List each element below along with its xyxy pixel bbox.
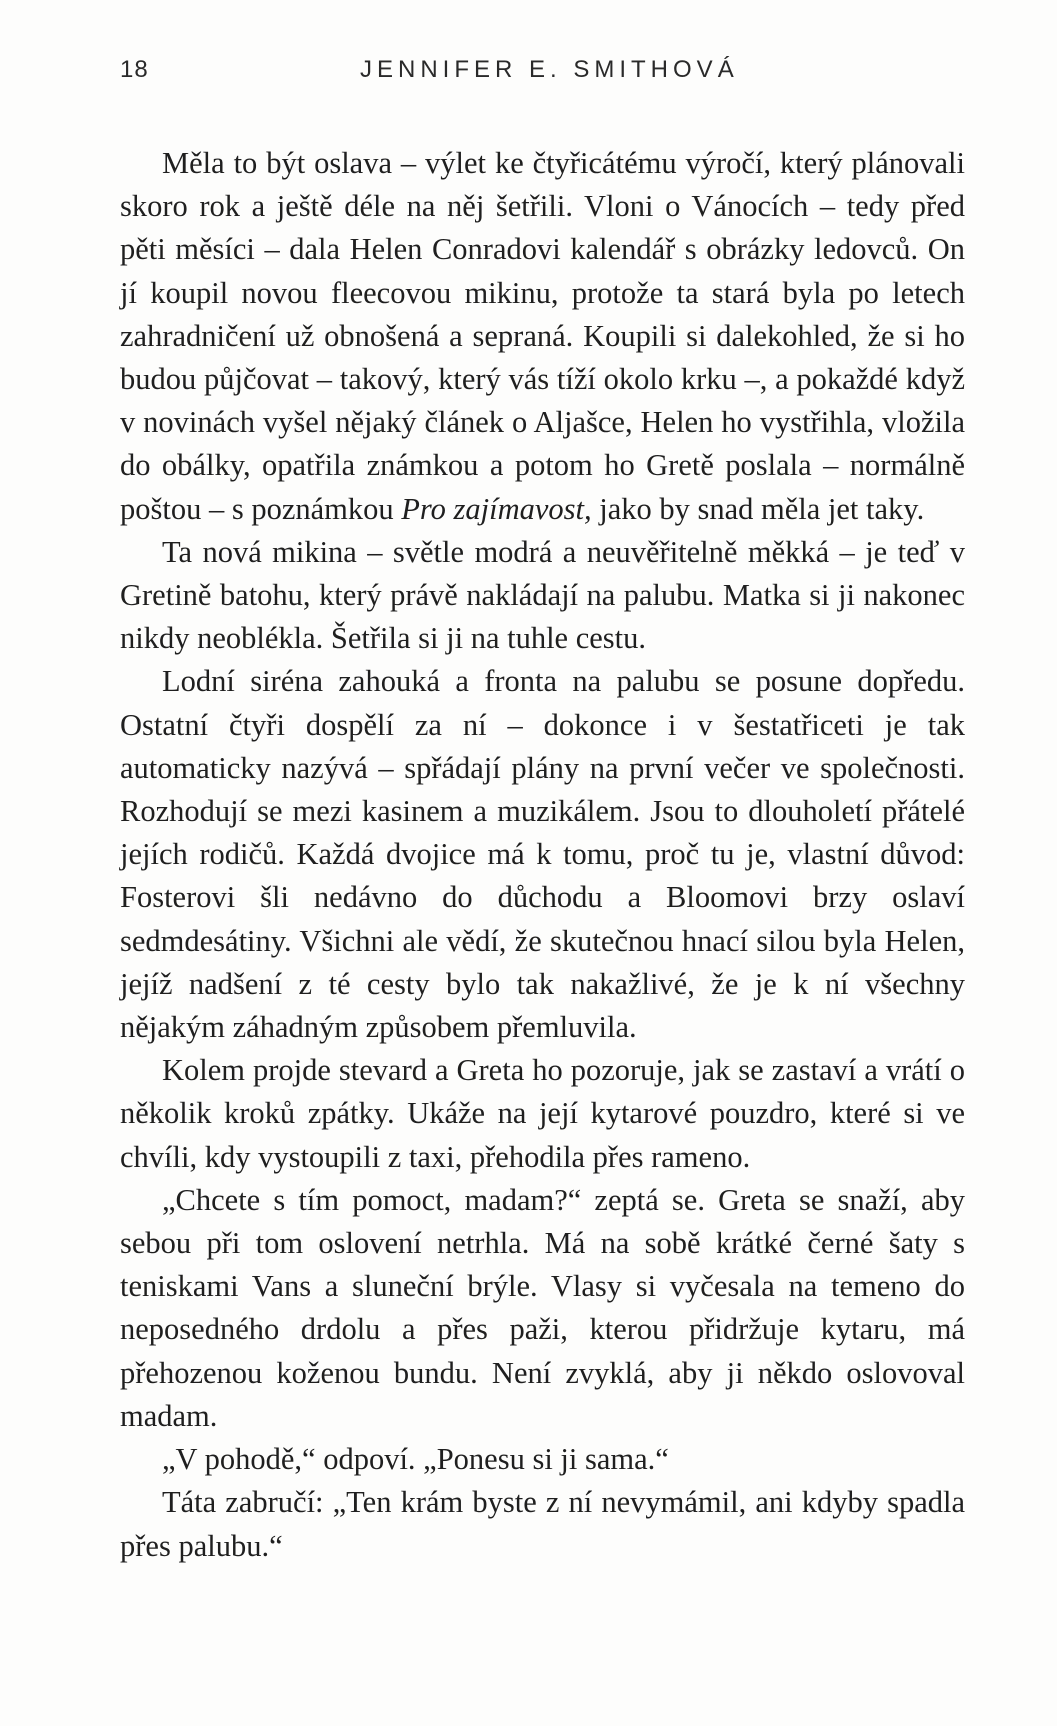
page-header xyxy=(120,52,965,92)
paragraph: Kolem projde stevard a Greta ho pozoruje, jak se zastaví a vrátí o několik kroků zpátky. Ukáže na její kytarové pouzdro, které si ve chvíli, kdy vystoupili z taxi, přehodila přes rameno. xyxy=(120,1053,965,1174)
paragraph: „Chcete s tím pomoct, madam?“ zeptá se. Greta se snaží, aby sebou při tom oslovení netrhla. Má na sobě krátké černé šaty s teniskami Vans a sluneční brýle. Vlasy si vyčesala na temeno do neposedného drdolu a přes paži, kterou přidržuje kytaru, má přehozenou koženou bundu. Není zvyklá, aby ji někdo oslovoval madam. xyxy=(120,1182,965,1433)
paragraph: Ta nová mikina – světle modrá a neuvěřitelně měkká – je teď v Gretině batohu, který právě nakládají na palubu. Matka si ji nakonec nikdy neoblékla. Šetřila si ji na tuhle cestu. xyxy=(120,534,965,656)
paragraph: „V pohodě,“ odpoví. „Ponesu si ji sama.“ xyxy=(162,1442,669,1477)
paragraph: Táta zabručí: „Ten krám byste z ní nevymámil, ani kdyby spadla přes palubu.“ xyxy=(120,1485,965,1563)
paragraph xyxy=(120,142,965,531)
italic-phrase: Pro zajímavost, xyxy=(401,491,592,526)
running-head-author: JENNIFER E. SMITHOVÁ xyxy=(360,56,739,83)
paragraph-text: Měla to být oslava – výlet ke čtyřicátému výročí, který plánovali skoro rok a ještě déle na něj šetřili. Vloni o Vánocích – tedy před pěti měsíci – dala Helen Conradovi kalendář s obrázky ledovců. On jí koupil novou fleecovou mikinu, protože ta stará byla po letech zahradničení už obnošená a sepraná. Koupili si dalekohled, že si ho budou půjčovat – takový, který vás tíží okolo krku –, a pokaždé když v novinách vyšel nějaký článek o Aljašce, Helen ho vystřihla, vložila do obálky, opatřila známkou a potom ho Gretě poslala – normálně poštou – s poznámkou xyxy=(120,146,965,526)
page-number: 18 xyxy=(120,56,149,83)
paragraph: Lodní siréna zahouká a fronta na palubu se posune dopředu. Ostatní čtyři dospělí za ní – dokonce i v šestatřiceti je tak automaticky nazývá – spřádají plány na první večer ve společnosti. Rozhodují se mezi kasinem a muzikálem. Jsou to dlouholetí přátelé jejích rodičů. Každá dvojice má k tomu, proč tu je, vlastní důvod: Fosterovi šli nedávno do důchodu a Bloomovi brzy oslaví sedmdesátiny. Všichni ale vědí, že skutečnou hnací silou byla Helen, jejíž nadšení z té cesty bylo tak nakažlivé, že je k ní všechny nějakým záhadným způsobem přemluvila. xyxy=(120,664,965,1045)
body-text xyxy=(120,142,965,1568)
paragraph-text: jako by snad měla jet taky. xyxy=(591,491,925,526)
